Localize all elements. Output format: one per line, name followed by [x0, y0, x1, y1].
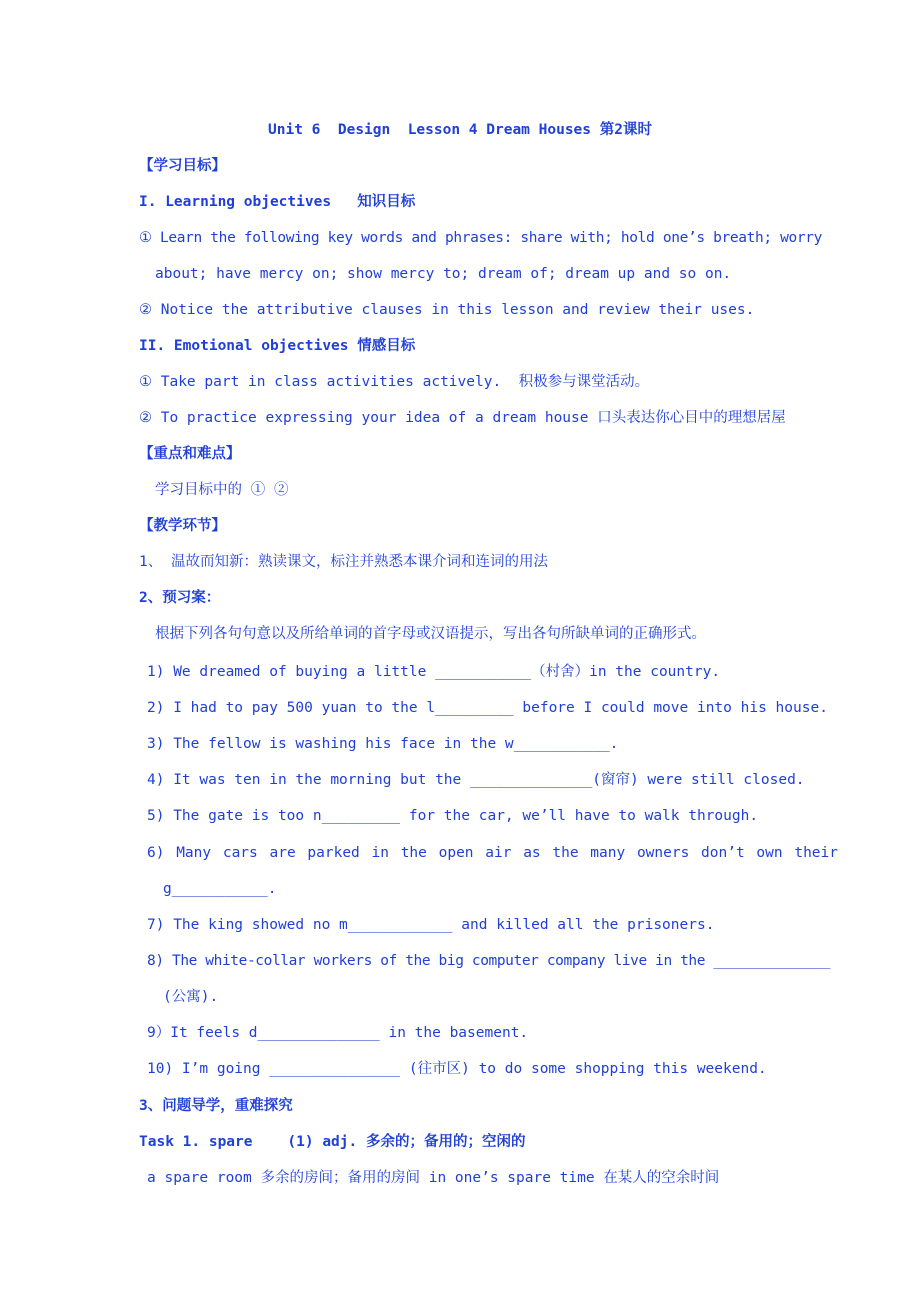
learning-goals-header: 【学习目标】	[139, 158, 226, 174]
page-title: Unit 6 Design Lesson 4 Dream Houses 第2课时	[268, 122, 652, 138]
objective-2: ② Notice the attributive clauses in this lesson and review their uses.	[139, 302, 755, 318]
exercise-item: 4) It was ten in the morning but the ______________(窗帘) were still closed.	[147, 772, 805, 788]
emotional-1: ① Take part in class activities actively. 积极参与课堂活动。	[139, 374, 650, 390]
teaching-header: 【教学环节】	[139, 518, 226, 534]
step-3: 3、问题导学，重难探究	[139, 1098, 293, 1114]
exercise-item: 2) I had to pay 500 yuan to the l_________ before I could move into his house.	[147, 700, 828, 716]
step-2: 2、预习案：	[139, 590, 221, 606]
objective-1-line2: about; have mercy on; show mercy to; dream of; dream up and so on.	[155, 266, 732, 282]
exercise-item: 8) The white-collar workers of the big computer company live in the ______________	[147, 953, 831, 969]
exercise-item-continued: (公寓).	[163, 989, 219, 1005]
objective-1-line1: ① Learn the following key words and phrases: share with; hold one’s breath; worry	[139, 230, 823, 246]
step-2-instruction: 根据下列各句句意以及所给单词的首字母或汉语提示，写出各句所缺单词的正确形式。	[155, 626, 706, 642]
emotional-2: ② To practice expressing your idea of a dream house 口头表达你心目中的理想居屋	[139, 410, 786, 426]
exercise-item: 7) The king showed no m____________ and killed all the prisoners.	[147, 917, 715, 933]
emotional-heading: II. Emotional objectives 情感目标	[139, 338, 416, 354]
exercise-item-continued: g___________.	[163, 881, 277, 897]
exercise-item: 6) Many cars are parked in the open air as the many owners don’t own their	[147, 845, 839, 861]
exercise-item: 5) The gate is too n_________ for the car, we’ll have to walk through.	[147, 808, 759, 824]
step-1: 1、 温故而知新：熟读课文，标注并熟悉本课介词和连词的用法	[139, 554, 548, 570]
task-1-heading: Task 1. spare (1) adj. 多余的；备用的；空闲的	[139, 1134, 526, 1150]
exercise-item: 3) The fellow is washing his face in the w___________.	[147, 736, 619, 752]
exercise-item: 10) I’m going _______________ (往市区) to do some shopping this weekend.	[147, 1061, 767, 1077]
task-1-example: a spare room 多余的房间；备用的房间 in one’s spare time 在某人的空余时间	[147, 1170, 720, 1186]
key-points-text: 学习目标中的 ① ②	[155, 482, 289, 498]
exercise-item: 9）It feels d______________ in the basement.	[147, 1025, 529, 1041]
key-points-header: 【重点和难点】	[139, 446, 241, 462]
objectives-heading: I. Learning objectives 知识目标	[139, 194, 416, 210]
exercise-item: 1) We dreamed of buying a little ___________（村舍）in the country.	[147, 664, 721, 680]
